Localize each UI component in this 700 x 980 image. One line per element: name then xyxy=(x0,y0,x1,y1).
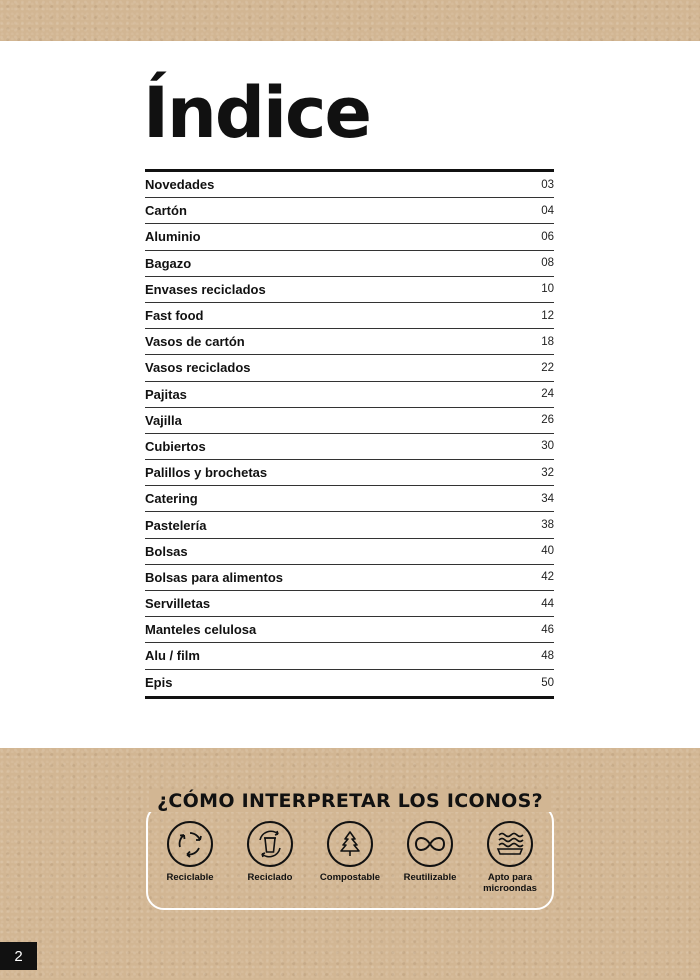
toc-page-number: 44 xyxy=(541,597,554,610)
toc-row[interactable] xyxy=(145,408,554,434)
table-of-contents xyxy=(145,169,554,699)
toc-label: Pajitas xyxy=(145,386,187,402)
toc-label: Epis xyxy=(145,675,173,691)
toc-label: Bolsas para alimentos xyxy=(145,569,283,585)
toc-label: Cartón xyxy=(145,203,187,219)
toc-row[interactable] xyxy=(145,172,554,198)
legend-label: Apto para microondas xyxy=(483,872,537,894)
toc-page-number: 34 xyxy=(541,492,554,505)
toc-page-number: 24 xyxy=(541,388,554,401)
toc-page-number: 18 xyxy=(541,335,554,348)
toc-row[interactable] xyxy=(145,382,554,408)
toc-label: Vasos de cartón xyxy=(145,334,245,350)
toc-page-number: 06 xyxy=(541,230,554,243)
toc-label: Envases reciclados xyxy=(145,281,266,297)
page-number: 2 xyxy=(0,942,37,970)
toc-page-number: 46 xyxy=(541,623,554,636)
legend-label: Compostable xyxy=(319,872,381,883)
toc-page-number: 50 xyxy=(541,676,554,689)
toc-label: Bolsas xyxy=(145,543,188,559)
toc-label: Cubiertos xyxy=(145,438,206,454)
toc-page-number: 26 xyxy=(541,414,554,427)
toc-row[interactable] xyxy=(145,251,554,277)
toc-row[interactable] xyxy=(145,460,554,486)
toc-label: Bagazo xyxy=(145,255,192,271)
toc-page-number: 38 xyxy=(541,519,554,532)
toc-label: Servilletas xyxy=(145,596,211,612)
toc-page-number: 30 xyxy=(541,440,554,453)
toc-label: Alu / film xyxy=(145,648,200,664)
toc-label: Pastelería xyxy=(145,517,207,533)
legend-item-reutilizable xyxy=(390,821,470,884)
toc-page-number: 22 xyxy=(541,361,554,374)
legend-label: Reciclado xyxy=(247,872,293,883)
legend-item-compostable xyxy=(310,821,390,884)
infinity-icon xyxy=(407,821,453,867)
legend-item-microondas xyxy=(470,821,550,895)
page-title: Índice xyxy=(143,72,370,154)
recycled-cup-icon xyxy=(247,821,293,867)
toc-label: Palillos y brochetas xyxy=(145,465,268,481)
toc-page-number: 32 xyxy=(541,466,554,479)
toc-label: Catering xyxy=(145,491,198,507)
legend-item-reciclado xyxy=(230,821,310,884)
toc-row[interactable] xyxy=(145,591,554,617)
toc-page-number: 40 xyxy=(541,545,554,558)
toc-row[interactable] xyxy=(145,329,554,355)
icons-legend-heading xyxy=(0,790,700,812)
legend-label: Reutilizable xyxy=(403,872,457,883)
toc-row[interactable] xyxy=(145,224,554,250)
kraft-band-top xyxy=(0,0,700,41)
legend-label: Reciclable xyxy=(166,872,214,883)
toc-row[interactable] xyxy=(145,643,554,669)
microwave-icon xyxy=(487,821,533,867)
tree-icon xyxy=(327,821,373,867)
toc-row[interactable] xyxy=(145,277,554,303)
icons-legend-heading-text: ¿CÓMO INTERPRETAR LOS ICONOS? xyxy=(149,790,551,812)
toc-row[interactable] xyxy=(145,198,554,224)
recycle-icon xyxy=(167,821,213,867)
toc-label: Vasos reciclados xyxy=(145,360,251,376)
toc-label: Vajilla xyxy=(145,412,182,428)
toc-row[interactable] xyxy=(145,512,554,538)
toc-row[interactable] xyxy=(145,355,554,381)
toc-page-number: 12 xyxy=(541,309,554,322)
legend-item-reciclable xyxy=(150,821,230,884)
toc-row[interactable] xyxy=(145,434,554,460)
toc-row[interactable] xyxy=(145,539,554,565)
toc-page-number: 48 xyxy=(541,649,554,662)
toc-label: Fast food xyxy=(145,308,204,324)
toc-label: Novedades xyxy=(145,177,215,193)
toc-page-number: 03 xyxy=(541,178,554,191)
toc-label: Manteles celulosa xyxy=(145,622,257,638)
toc-label: Aluminio xyxy=(145,229,201,245)
toc-row[interactable] xyxy=(145,617,554,643)
toc-row[interactable] xyxy=(145,670,554,696)
toc-row[interactable] xyxy=(145,565,554,591)
toc-page-number: 04 xyxy=(541,204,554,217)
toc-page-number: 42 xyxy=(541,571,554,584)
toc-page-number: 10 xyxy=(541,283,554,296)
toc-row[interactable] xyxy=(145,486,554,512)
toc-row[interactable] xyxy=(145,303,554,329)
toc-page-number: 08 xyxy=(541,257,554,270)
